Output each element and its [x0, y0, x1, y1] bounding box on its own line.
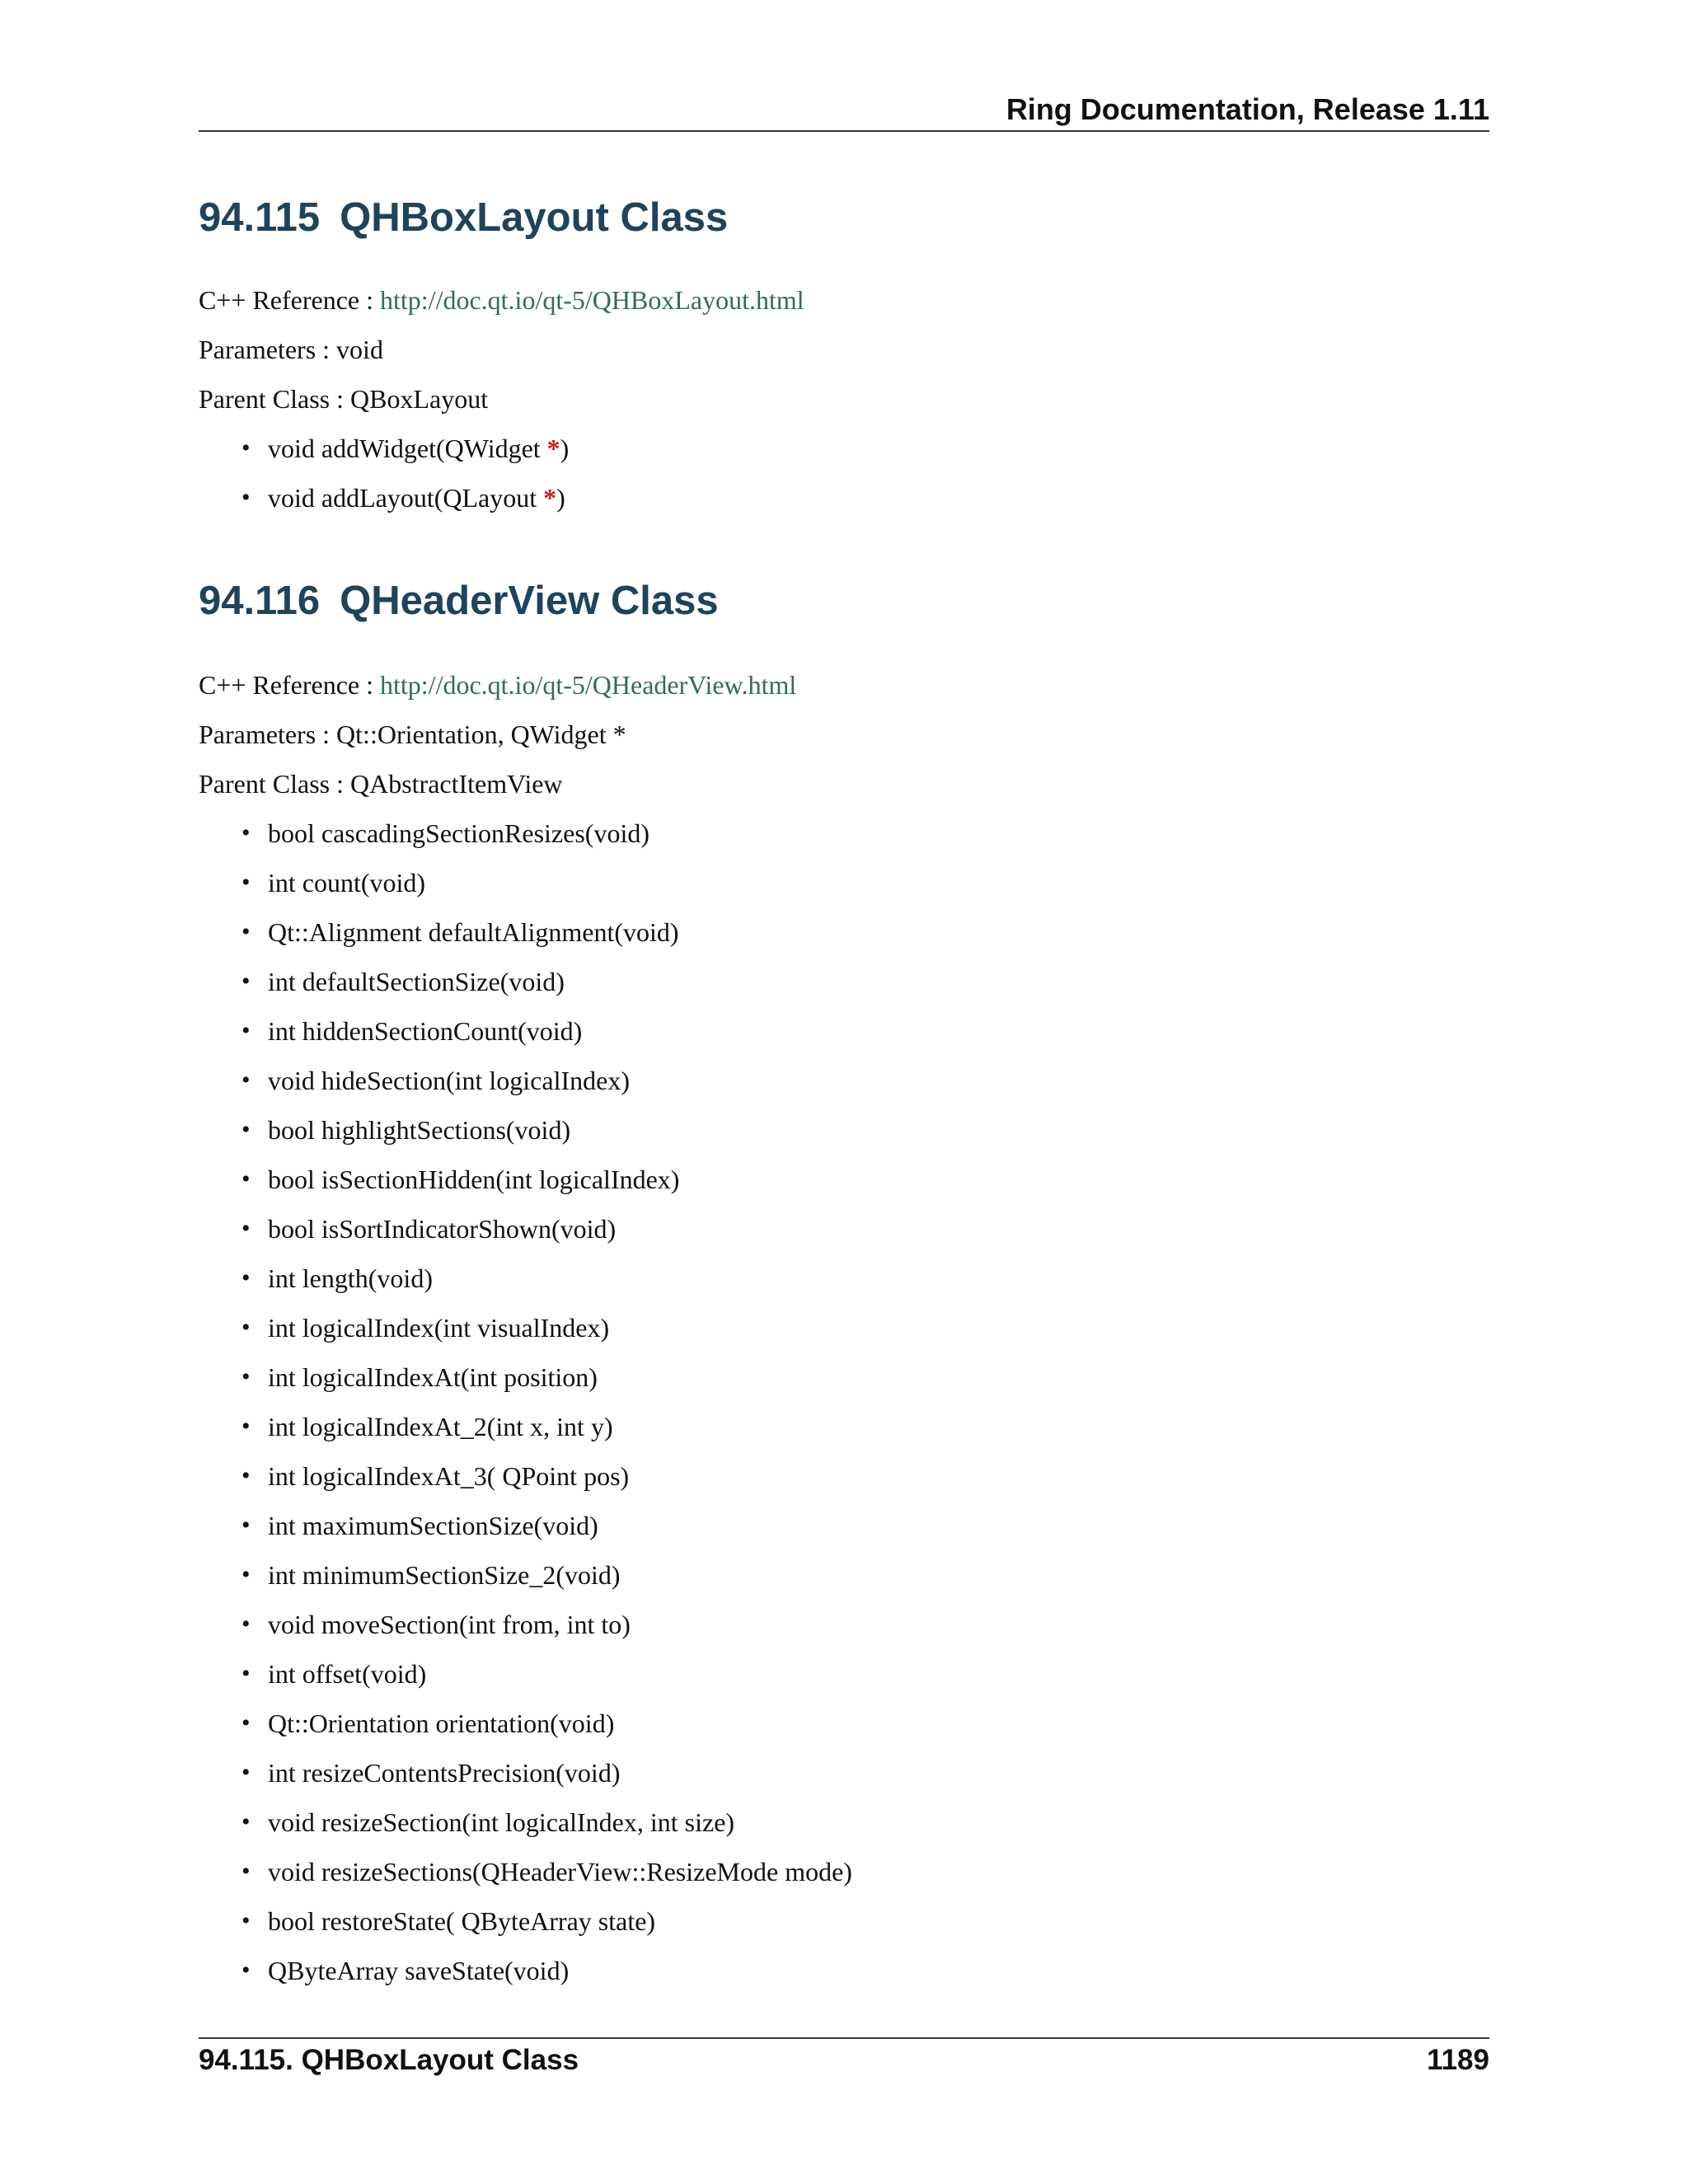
method-item: • bool isSectionHidden(int logicalIndex) — [199, 1163, 852, 1212]
method-item: • QByteArray saveState(void) — [199, 1954, 852, 2004]
method-item: • int minimumSectionSize_2(void) — [199, 1558, 852, 1608]
page-number: 1189 — [1427, 2044, 1489, 2076]
document-page — [199, 0, 1489, 2184]
method-item: • int count(void) — [199, 866, 852, 916]
cpp-reference-link[interactable]: http://doc.qt.io/qt-5/QHBoxLayout.html — [380, 285, 804, 315]
parameters-line: Parameters : Qt::Orientation, QWidget * — [199, 719, 626, 749]
pointer-star[interactable]: * — [543, 483, 557, 513]
method-list — [199, 432, 569, 531]
cpp-reference-label: C++ Reference : — [199, 670, 373, 700]
method-item: • int resizeContentsPrecision(void) — [199, 1756, 852, 1806]
method-item: • int logicalIndexAt_3( QPoint pos) — [199, 1460, 852, 1509]
method-item: • bool restoreState( QByteArray state) — [199, 1905, 852, 1954]
method-item: • int logicalIndex(int visualIndex) — [199, 1311, 852, 1361]
footer-rule — [199, 2037, 1489, 2039]
method-item: • void resizeSection(int logicalIndex, int size) — [199, 1806, 852, 1855]
section-number: 94.116 — [199, 579, 321, 623]
parameters-line: Parameters : void — [199, 335, 383, 364]
method-item: • void addWidget(QWidget *) — [199, 432, 569, 481]
method-item: • int logicalIndexAt(int position) — [199, 1361, 852, 1410]
section-title-text: QHBoxLayout Class — [340, 195, 729, 240]
method-item: • int maximumSectionSize(void) — [199, 1509, 852, 1558]
method-item: • int defaultSectionSize(void) — [199, 965, 852, 1015]
pointer-star[interactable]: * — [546, 434, 560, 463]
parent-class-line: Parent Class : QBoxLayout — [199, 384, 489, 414]
cpp-reference-link[interactable]: http://doc.qt.io/qt-5/QHeaderView.html — [380, 670, 797, 700]
cpp-reference-line — [199, 284, 804, 316]
method-list — [199, 817, 852, 2004]
method-item: • Qt::Orientation orientation(void) — [199, 1707, 852, 1756]
method-item: • bool cascadingSectionResizes(void) — [199, 817, 852, 866]
header-rule — [199, 130, 1489, 132]
method-item: • void addLayout(QLayout *) — [199, 481, 569, 531]
method-item: • bool isSortIndicatorShown(void) — [199, 1212, 852, 1262]
parent-class-line: Parent Class : QAbstractItemView — [199, 769, 563, 799]
method-item: • int logicalIndexAt_2(int x, int y) — [199, 1410, 852, 1460]
method-item: • void moveSection(int from, int to) — [199, 1608, 852, 1657]
method-item: • void resizeSections(QHeaderView::ResizeMode mode) — [199, 1855, 852, 1905]
method-item: • int hiddenSectionCount(void) — [199, 1015, 852, 1064]
method-item: • Qt::Alignment defaultAlignment(void) — [199, 916, 852, 965]
method-item: • void hideSection(int logicalIndex) — [199, 1064, 852, 1113]
cpp-reference-label: C++ Reference : — [199, 285, 373, 315]
section-number: 94.115 — [199, 195, 321, 240]
section-heading-qhboxlayout — [199, 194, 728, 241]
footer-section-ref: 94.115. QHBoxLayout Class — [199, 2044, 579, 2076]
section-heading-qheaderview — [199, 578, 719, 624]
running-header: Ring Documentation, Release 1.11 — [1006, 92, 1489, 126]
method-item: • int length(void) — [199, 1262, 852, 1311]
cpp-reference-line — [199, 668, 796, 701]
method-item: • bool highlightSections(void) — [199, 1113, 852, 1163]
section-title-text: QHeaderView Class — [340, 579, 719, 623]
method-item: • int offset(void) — [199, 1657, 852, 1707]
